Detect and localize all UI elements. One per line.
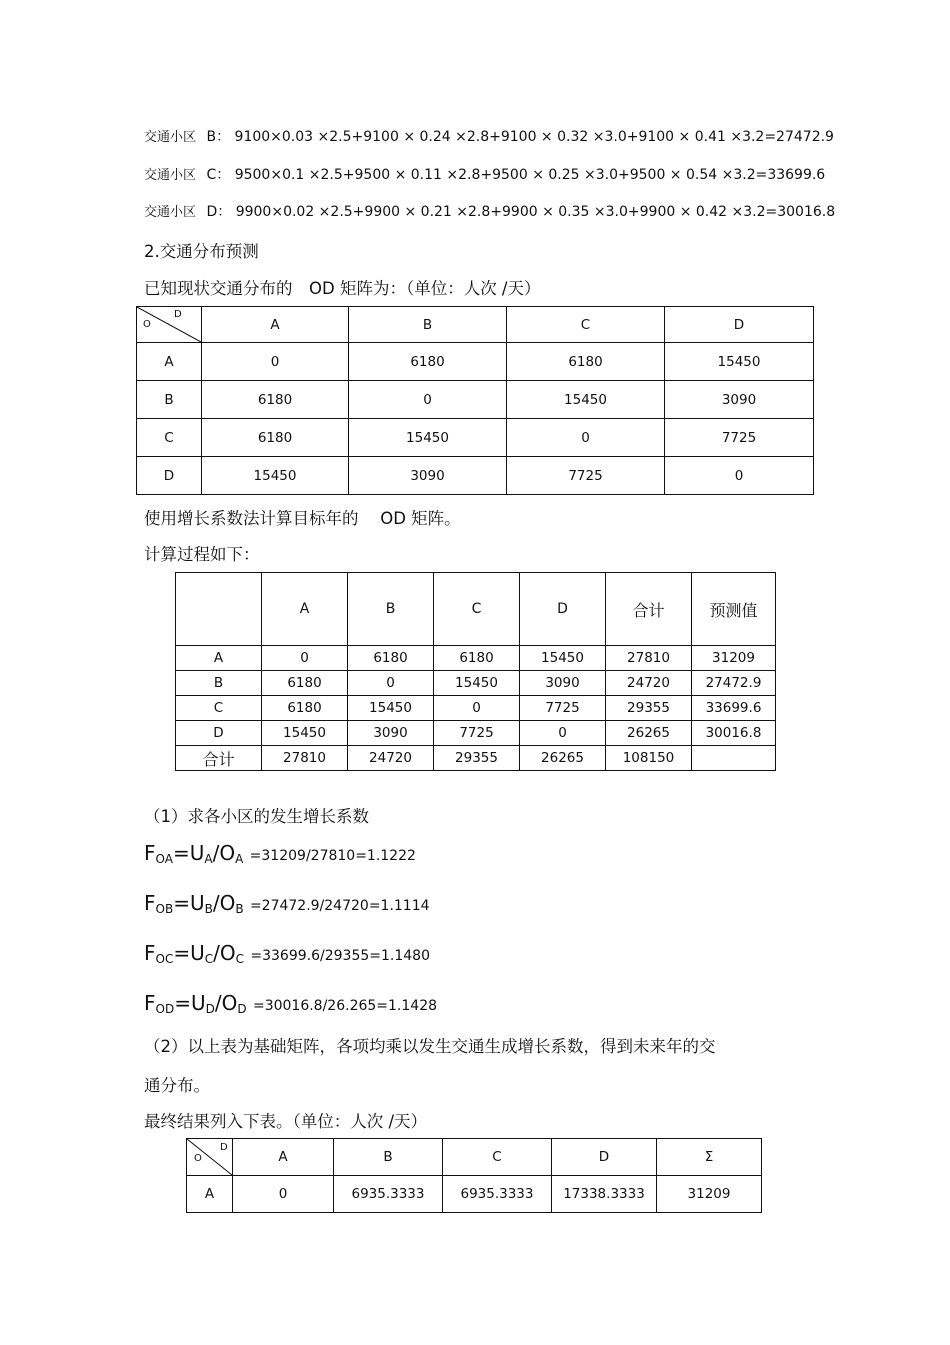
table-cell: 0 [233,1176,334,1213]
table-cell: 31209 [692,646,776,671]
table-cell: 0 [507,419,665,457]
table-cell: 24720 [606,671,692,696]
col-header: D [520,573,606,646]
table-cell: 0 [434,696,520,721]
col-header: D [665,307,814,343]
formula-f-sub: OC [155,952,174,966]
table-cell: 6180 [434,646,520,671]
formula-expression: =30016.8/26.265=1.1428 [252,998,438,1014]
table-cell: 6935.3333 [443,1176,552,1213]
table-row [176,646,776,671]
intro-method: 使用增长系数法计算目标年的 OD 矩阵。 [144,509,461,528]
table-cell: 27810 [606,646,692,671]
table-cell: 30016.8 [692,721,776,746]
table-cell: 7725 [520,696,606,721]
table-cell: 27810 [262,746,348,771]
row-label: C [176,696,262,721]
intro-current-od: 已知现状交通分布的 OD 矩阵为：（单位：人次 /天） [144,279,541,298]
formula-f-sub: OD [155,1002,175,1016]
table-corner-cell [176,573,262,646]
table-cell: 26265 [606,721,692,746]
final-od-table [186,1138,762,1213]
calc-formula: 9900×0.02 ×2.5+9900 × 0.21 ×2.8+9900 × 0.35 ×3.0+9900 × 0.42 ×3.2=30016.8 [235,204,836,220]
table-row [176,696,776,721]
growth-formula-c: $F_{OC}=U_C/O_C =33699.6/29355=1.1480$ [144,941,430,966]
step1-heading: （1）求各小区的发生增长系数 [144,807,369,826]
table-cell: 17338.3333 [552,1176,657,1213]
table-cell: 31209 [657,1176,762,1213]
calc-label: 交通小区 [144,205,197,220]
table-cell: 27472.9 [692,671,776,696]
table-row [137,419,814,457]
calc-zone: C： [206,167,231,183]
table-cell: 3090 [349,457,507,495]
formula-o-sub: A [235,852,244,866]
formula-f: F [144,891,156,915]
formula-o-sub: C [235,952,245,966]
row-label: D [137,457,202,495]
table-cell: 0 [520,721,606,746]
table-cell: 15450 [262,721,348,746]
table-cell: 6180 [262,671,348,696]
table-total-row [176,746,776,771]
corner-o-label: O [143,319,151,330]
calc-line-d [144,201,835,221]
col-header: A [262,573,348,646]
col-header: D [552,1139,657,1176]
growth-formula-d: $F_{OD}=U_D/O_D =30016.8/26.265=1.1428$ [144,991,438,1016]
formula-u-sub: C [204,952,214,966]
calc-zone: D： [206,204,232,220]
col-header: B [348,573,434,646]
col-header: B [349,307,507,343]
col-header: 预测值 [692,573,776,646]
growth-formula-b: $F_{OB}=U_B/O_B =27472.9/24720=1.1114$ [144,891,430,916]
table-cell: 6180 [349,343,507,381]
col-header: C [507,307,665,343]
col-header-sum: Σ [657,1139,762,1176]
formula-o: O [219,941,236,965]
table-cell: 6180 [262,696,348,721]
table-header-row [137,307,814,343]
formula-o: O [221,991,238,1015]
calc-zone: B： [206,129,231,145]
row-label: B [137,381,202,419]
table-cell: 6180 [202,419,349,457]
table-row [137,457,814,495]
calc-line-c [144,164,825,184]
table-corner-cell [137,307,202,343]
formula-expression: =33699.6/29355=1.1480 [250,948,430,964]
table-header-row [176,573,776,646]
table-cell: 7725 [665,419,814,457]
table-cell: 15450 [349,419,507,457]
intro-process: 计算过程如下： [144,545,260,564]
col-header: C [443,1139,552,1176]
table-header-row [187,1139,762,1176]
table-cell: 29355 [434,746,520,771]
formula-f-sub: OA [155,852,173,866]
calc-label: 交通小区 [144,168,197,183]
table-cell [692,746,776,771]
formula-u-sub: D [205,1002,215,1016]
table-cell: 15450 [348,696,434,721]
table-cell: 0 [665,457,814,495]
row-label: A [137,343,202,381]
table-cell: 0 [262,646,348,671]
table-cell: 0 [349,381,507,419]
table-row [137,381,814,419]
table-row [176,671,776,696]
formula-u: U [189,841,205,865]
table-cell: 6180 [507,343,665,381]
formula-expression: =27472.9/24720=1.1114 [249,898,430,914]
table-cell: 6180 [348,646,434,671]
table-cell: 0 [202,343,349,381]
calc-label: 交通小区 [144,130,197,145]
table-cell: 15450 [434,671,520,696]
table-row [176,721,776,746]
formula-f: F [144,991,156,1015]
table-cell: 15450 [520,646,606,671]
table-cell: 108150 [606,746,692,771]
calc-formula: 9100×0.03 ×2.5+9100 × 0.24 ×2.8+9100 × 0.32 ×3.0+9100 × 0.41 ×3.2=27472.9 [234,129,834,145]
formula-f: F [144,841,156,865]
table-cell: 3090 [665,381,814,419]
table-cell: 15450 [202,457,349,495]
row-label: B [176,671,262,696]
table-row [187,1176,762,1213]
table-cell: 24720 [348,746,434,771]
table-cell: 6180 [202,381,349,419]
col-header: B [334,1139,443,1176]
current-od-table [136,306,814,495]
formula-u-sub: B [204,902,213,916]
formula-o-sub: D [237,1002,247,1016]
growth-formula-a: $F_{OA}=U_A/O_A =31209/27810=1.1222$ [144,841,416,866]
col-header: C [434,573,520,646]
corner-d-label: D [220,1142,228,1153]
formula-u-sub: A [204,852,213,866]
formula-f-sub: OB [155,902,174,916]
table-cell: 15450 [665,343,814,381]
calc-line-b [144,126,834,146]
table-cell: 7725 [507,457,665,495]
table-cell: 3090 [348,721,434,746]
table-cell: 26265 [520,746,606,771]
table-cell: 3090 [520,671,606,696]
section-heading: 2.交通分布预测 [144,242,259,261]
table-row [137,343,814,381]
formula-o: O [219,841,236,865]
calculation-table [175,572,776,771]
table-cell: 0 [348,671,434,696]
table-corner-cell [187,1139,233,1176]
step2-line1: （2）以上表为基础矩阵，各项均乘以发生交通生成增长系数，得到未来年的交 [144,1037,716,1056]
col-header: 合计 [606,573,692,646]
formula-f: F [144,941,156,965]
formula-expression: =31209/27810=1.1222 [249,848,416,864]
calc-formula: 9500×0.1 ×2.5+9500 × 0.11 ×2.8+9500 × 0.25 ×3.0+9500 × 0.54 ×3.2=33699.6 [234,167,826,183]
table-cell: 33699.6 [692,696,776,721]
corner-o-label: O [194,1153,202,1164]
formula-u: U [190,991,206,1015]
formula-o: O [219,891,236,915]
table-cell: 15450 [507,381,665,419]
row-label: 合计 [176,746,262,771]
col-header: A [233,1139,334,1176]
row-label: A [176,646,262,671]
table-cell: 7725 [434,721,520,746]
table-cell: 29355 [606,696,692,721]
row-label: C [137,419,202,457]
corner-d-label: D [174,309,182,320]
formula-u: U [190,941,205,965]
row-label: D [176,721,262,746]
formula-o-sub: B [235,902,244,916]
step2-line2: 通分布。 [144,1076,210,1095]
table-cell: 6935.3333 [334,1176,443,1213]
row-label: A [187,1176,233,1213]
col-header: A [202,307,349,343]
formula-u: U [189,891,205,915]
intro-final-result: 最终结果列入下表。（单位：人次 /天） [144,1112,428,1131]
